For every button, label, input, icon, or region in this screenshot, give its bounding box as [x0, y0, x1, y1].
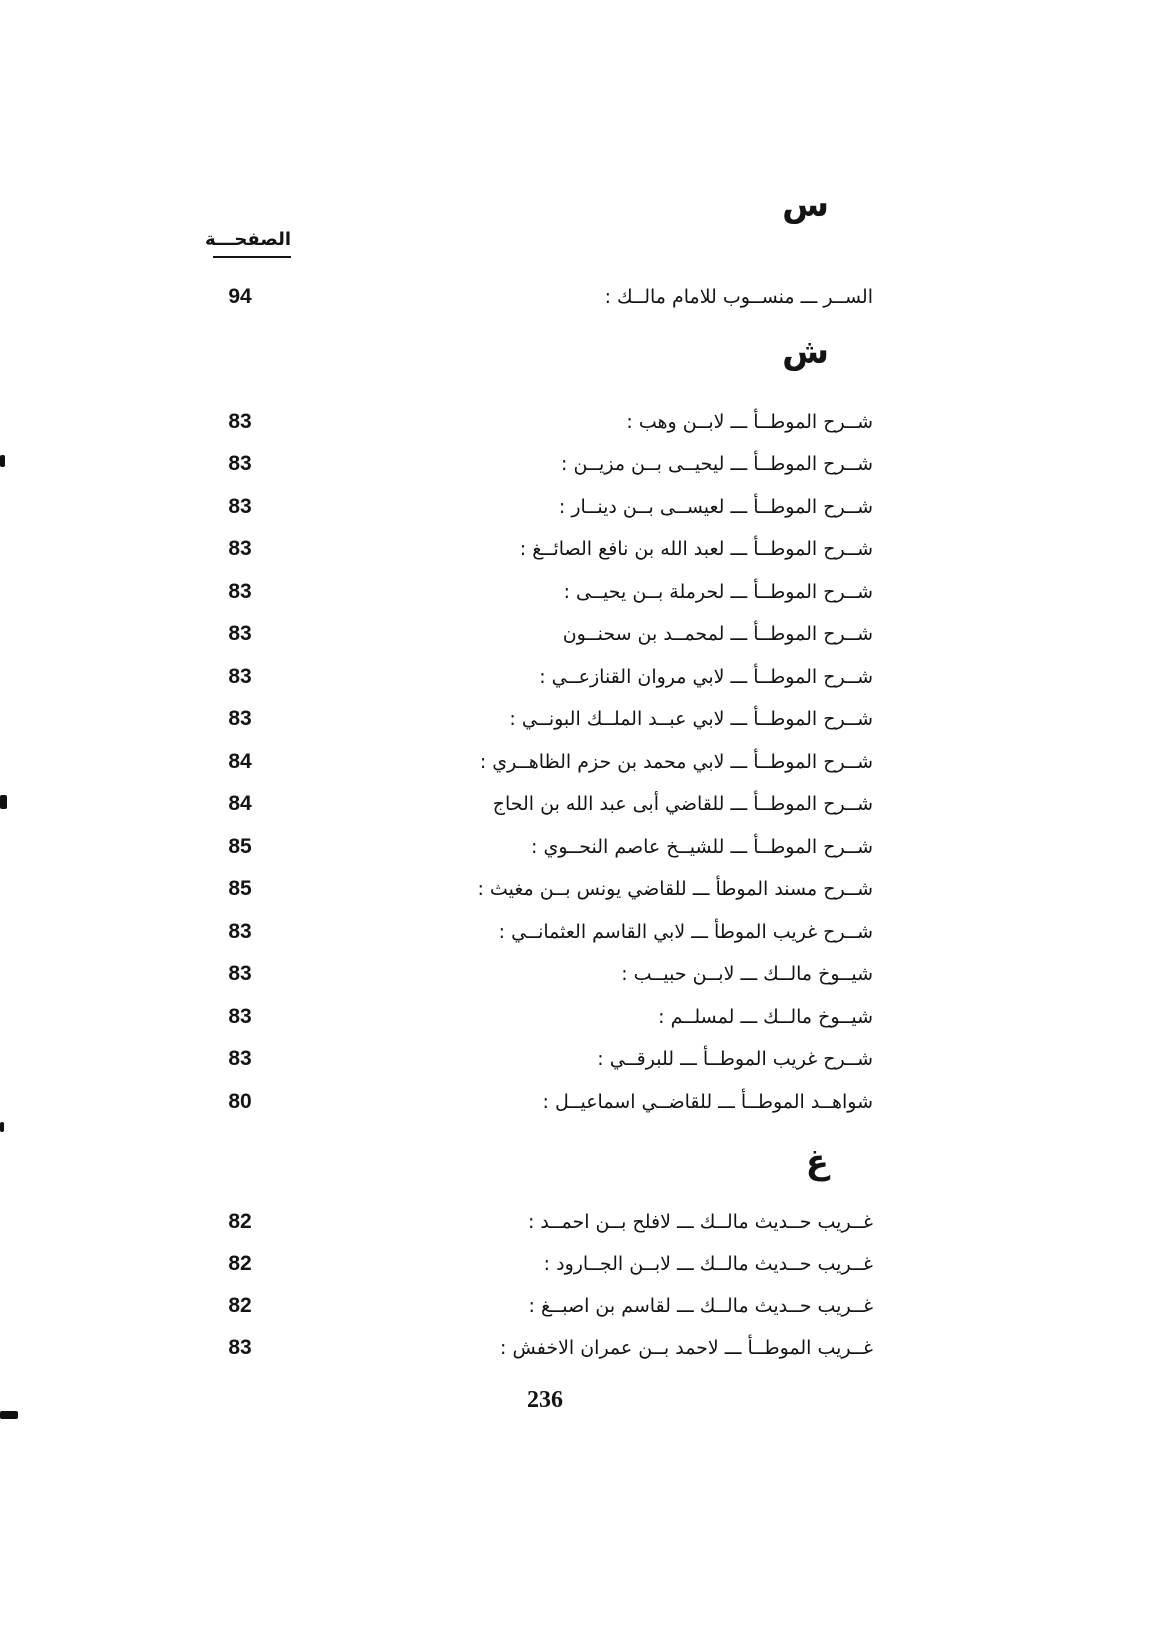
entry-page-number: 85: [228, 877, 252, 900]
index-entry: [0, 1207, 1157, 1237]
index-entry: [0, 747, 1157, 777]
entry-title: غــريب حــديث مالــك ـــ لابــن الجــارود :: [543, 1253, 873, 1275]
entry-page-number: 84: [228, 750, 252, 773]
index-entry: [0, 1333, 1157, 1363]
index-entry: [0, 832, 1157, 862]
scan-mark: [0, 455, 5, 467]
entry-page-number: 83: [228, 962, 252, 985]
index-entry: [0, 1002, 1157, 1032]
index-entry: [0, 959, 1157, 989]
entry-title: شــرح غريب الموطأ ـــ لابي القاسم العثمانــي :: [498, 921, 873, 943]
index-entry: [0, 1249, 1157, 1279]
entry-page-number: 83: [228, 410, 252, 433]
entry-title: شــرح الموطــأ ـــ لابــن وهب :: [626, 411, 873, 433]
entry-page-number: 94: [228, 285, 252, 308]
entry-title: شــرح الموطــأ ـــ لعيســى بــن دينــار :: [558, 496, 873, 518]
entry-title: غــريب الموطــأ ـــ لاحمد بــن عمران الاخفش :: [500, 1337, 873, 1359]
entry-page-number: 83: [228, 580, 252, 603]
entry-page-number: 83: [228, 452, 252, 475]
page-number: 236: [527, 1387, 563, 1413]
entry-page-number: 83: [228, 495, 252, 518]
entry-title: شــرح الموطــأ ـــ لحرملة بــن يحيــى :: [563, 581, 873, 603]
entry-page-number: 82: [228, 1210, 252, 1233]
entry-page-number: 84: [228, 792, 252, 815]
entry-page-number: 83: [228, 1336, 252, 1359]
entry-page-number: 83: [228, 1005, 252, 1028]
section-letter-seen: س: [782, 185, 829, 225]
entry-title: غــريب حــديث مالــك ـــ لافلح بــن احمــد :: [527, 1211, 873, 1233]
index-entry: [0, 492, 1157, 522]
entry-title: شــرح الموطــأ ـــ لعبد الله بن نافع الصائــغ :: [519, 538, 873, 560]
scan-mark: [0, 795, 7, 809]
scan-mark: [0, 1122, 4, 1132]
entry-page-number: 83: [228, 920, 252, 943]
entry-page-number: 82: [228, 1252, 252, 1275]
scan-mark: [0, 1411, 18, 1419]
entry-page-number: 85: [228, 835, 252, 858]
entry-title: شــرح الموطــأ ـــ لابي محمد بن حزم الظاهــري :: [479, 751, 873, 773]
entry-title: شــرح مسند الموطأ ـــ للقاضي يونس بــن مغيث :: [477, 878, 873, 900]
section-letter-sheen: ش: [782, 332, 829, 372]
index-entry: [0, 534, 1157, 564]
index-entry: [0, 662, 1157, 692]
entry-page-number: 83: [228, 1047, 252, 1070]
entry-page-number: 83: [228, 665, 252, 688]
entry-title: غــريب حــديث مالــك ـــ لقاسم بن اصبــغ :: [528, 1295, 873, 1317]
index-entry: [0, 282, 1157, 312]
index-entry: [0, 407, 1157, 437]
entry-title: شــرح الموطــأ ـــ للقاضي أبى عبد الله بن الحاج: [492, 793, 873, 815]
index-entry: [0, 917, 1157, 947]
entry-page-number: 83: [228, 537, 252, 560]
index-entry: [0, 789, 1157, 819]
entry-page-number: 82: [228, 1294, 252, 1317]
page-column-header: الصفحـــة: [213, 226, 291, 258]
index-entry: [0, 577, 1157, 607]
entry-page-number: 80: [228, 1090, 252, 1113]
index-entry: [0, 1087, 1157, 1117]
index-entry: [0, 449, 1157, 479]
entry-title: شيــوخ مالــك ـــ لمسلــم :: [658, 1006, 873, 1028]
entry-title: شــرح غريب الموطــأ ـــ للبرقــي :: [597, 1048, 873, 1070]
index-entry: [0, 874, 1157, 904]
entry-title: شيــوخ مالــك ـــ لابــن حبيــب :: [621, 963, 873, 985]
entry-title: شــرح الموطــأ ـــ لابي عبــد الملــك البونــي :: [509, 708, 873, 730]
entry-title: شــرح الموطــأ ـــ للشيــخ عاصم النحــوي :: [531, 836, 873, 858]
entry-title: شــرح الموطــأ ـــ لابي مروان القنازعــي :: [539, 666, 873, 688]
index-entry: [0, 704, 1157, 734]
section-letter-ghain: غ: [805, 1142, 829, 1182]
entry-page-number: 83: [228, 707, 252, 730]
index-entry: [0, 1291, 1157, 1321]
entry-page-number: 83: [228, 622, 252, 645]
entry-title: شواهــد الموطــأ ـــ للقاضــي اسماعيــل :: [542, 1091, 873, 1113]
index-entry: [0, 1044, 1157, 1074]
entry-title: شــرح الموطــأ ـــ ليحيــى بــن مزيــن :: [561, 453, 873, 475]
index-entry: [0, 619, 1157, 649]
entry-title: الســر ـــ منســوب للامام مالــك :: [604, 286, 873, 308]
entry-title: شــرح الموطــأ ـــ لمحمــد بن سحنــون: [562, 623, 873, 645]
